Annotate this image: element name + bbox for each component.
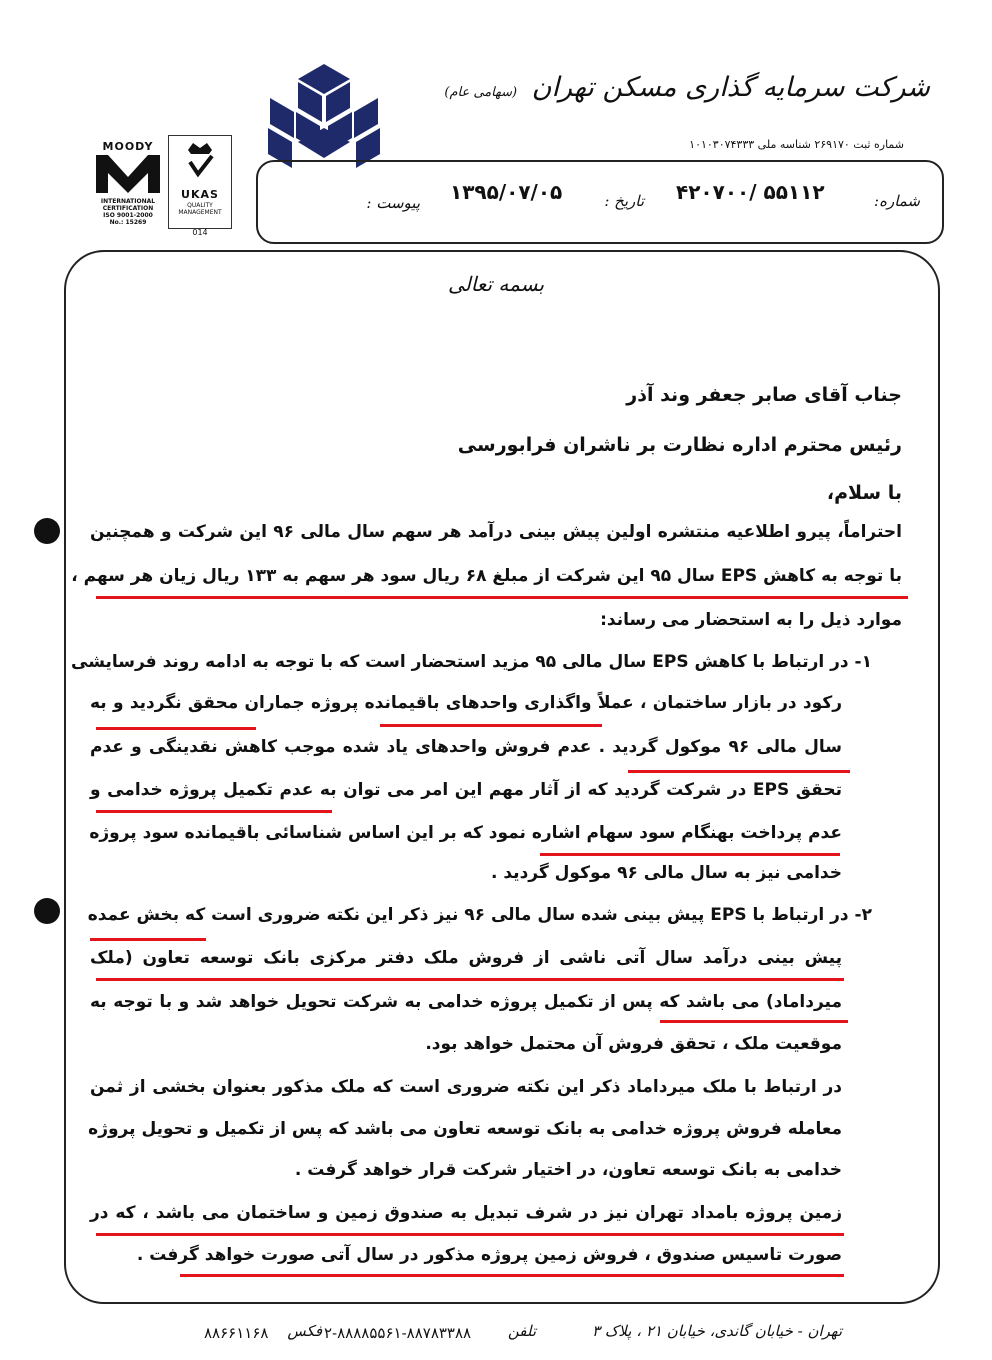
moody-details [90,198,166,226]
moody-m-logo-icon [94,153,162,195]
company-name-text: شرکت سرمایه گذاری مسکن تهران [531,72,930,103]
highlight-underline [96,727,256,730]
body-line-6: سال مالی ۹۶ موکول گردید . عدم فروش واحدهای یاد شده موجب کاهش نقدینگی و عدم [90,737,843,757]
moody-certification-badge [90,140,166,232]
body-line-1: احتراماً، پیرو اطلاعیه منتشره اولین پیش بینی درآمد هر سهم سال مالی ۹۶ این شرکت و همچنین [90,522,902,542]
moody-title: MOODY [102,140,154,153]
basmala: بسمه تعالی [447,272,545,296]
company-type: (سهامی عام) [444,85,518,100]
body-line-12: میرداماد) می باشد که پس از تکمیل پروژه خدامی به شرکت تحویل خواهد شد و با توجه به [90,992,842,1012]
body-line-3: موارد ذیل را به استحضار می رساند: [600,610,902,630]
ukas-number: 014 [192,228,208,237]
recipient-title: رئیس محترم اداره نظارت بر ناشران فرابورسی [457,434,902,456]
highlight-underline [540,853,840,856]
ukas-subtitle [169,202,231,216]
highlight-underline [660,1020,848,1023]
body-line-4: ۱- در ارتباط با کاهش EPS سال مالی ۹۵ مزید استحضار است که با توجه به ادامه روند فرسایشی [71,652,872,672]
highlight-underline [90,938,206,941]
body-line-11: پیش بینی درآمد سال آتی ناشی از فروش ملک دفتر مرکزی بانک توسعه تعاون (ملک [90,948,842,968]
body-line-14: در ارتباط با ملک میرداماد ذکر این نکته ضروری است که ملک مذکور بعنوان بخشی از ثمن [90,1077,842,1097]
body-line-13: موقعیت ملک ، تحقق فروش آن محتمل خواهد بود. [425,1034,842,1054]
footer-fax-label: فکس [287,1322,322,1340]
letter-frame [64,250,940,1304]
moody-line-1: INTERNATIONAL [100,198,156,205]
highlight-underline [96,596,908,599]
body-line-10: ۲- در ارتباط با EPS پیش بینی شده سال مالی ۹۶ نیز ذکر این نکته ضروری است که بخش عمده [87,905,872,925]
body-line-2: با توجه به کاهش EPS سال ۹۵ این شرکت از مبلغ ۶۸ ریال سود هر سهم به ۱۳۳ ریال زیان هر سهم ، [71,566,902,586]
number-label: شماره: [874,192,920,210]
punch-hole [34,898,60,924]
body-line-5: رکود در بازار ساختمان ، عملاً واگذاری واحدهای باقیمانده پروژه جماران محقق نگردید و به [90,693,842,713]
body-line-8: عدم پرداخت بهنگام سود سهام اشاره نمود که بر این اساس شناسائی باقیمانده سود پروژه [89,823,842,843]
recipient-name: جناب آقای صابر جعفر وند آذر [626,384,902,406]
moody-line-2: CERTIFICATION [102,205,154,212]
greeting: با سلام، [826,482,902,504]
footer-fax-value: ۸۸۶۶۱۱۶۸ [204,1324,269,1342]
footer-phone-label: تلفن [507,1322,536,1340]
body-line-9: خدامی نیز به سال مالی ۹۶ موکول گردید . [490,863,842,883]
moody-line-4: No.: 15269 [109,219,147,226]
punch-hole [34,518,60,544]
ukas-line-1: QUALITY [187,202,213,209]
highlight-underline [96,810,332,813]
letter-info-box [256,160,944,244]
crown-check-icon [185,140,215,180]
attachment-label: پیوست : [366,194,420,212]
highlight-underline [380,724,602,727]
body-line-16: خدامی به بانک توسعه تعاون، در اختیار شرکت قرار خواهد گرفت . [294,1160,842,1180]
number-value: ۴۲۰۷۰۰/ ۵۵۱۱۲ [676,180,825,204]
body-line-17: زمین پروژه بامداد تهران نیز در شرف تبدیل به صندوق زمین و ساختمان می باشد ، که در [90,1203,842,1223]
ukas-name: UKAS [181,188,219,201]
date-label: تاریخ : [604,192,644,210]
footer-address: تهران - خیابان گاندی، خیابان ۲۱ ، پلاک ۳ [592,1322,842,1340]
body-line-7: تحقق EPS در شرکت گردید که از آثار مهم این امر می توان به عدم تکمیل پروژه خدامی و [90,780,842,800]
date-value: ۱۳۹۵/۰۷/۰۵ [450,180,563,204]
moody-line-3: ISO 9001-2000 [103,212,153,219]
footer-phone-value: ۲-۸۸۸۸۵۵۶۱-۸۸۷۸۳۳۸۸ [324,1324,472,1342]
body-line-18: صورت تاسیس صندوق ، فروش زمین پروژه مذکور در سال آتی صورت خواهد گرفت . [136,1245,842,1265]
company-name [444,72,930,103]
highlight-underline [96,978,844,981]
highlight-underline [96,1233,844,1236]
ukas-certification-badge [168,135,232,237]
body-line-15: معامله فروش پروژه خدامی به بانک توسعه تعاون می باشد که پس از تکمیل و تحویل پروژه [88,1119,842,1139]
highlight-underline [180,1274,844,1277]
registration-line: شماره ثبت ۲۶۹۱۷۰ شناسه ملی ۱۰۱۰۳۰۷۴۳۳۳ [689,138,904,151]
highlight-underline [628,770,850,773]
ukas-line-2: MANAGEMENT [178,209,222,216]
